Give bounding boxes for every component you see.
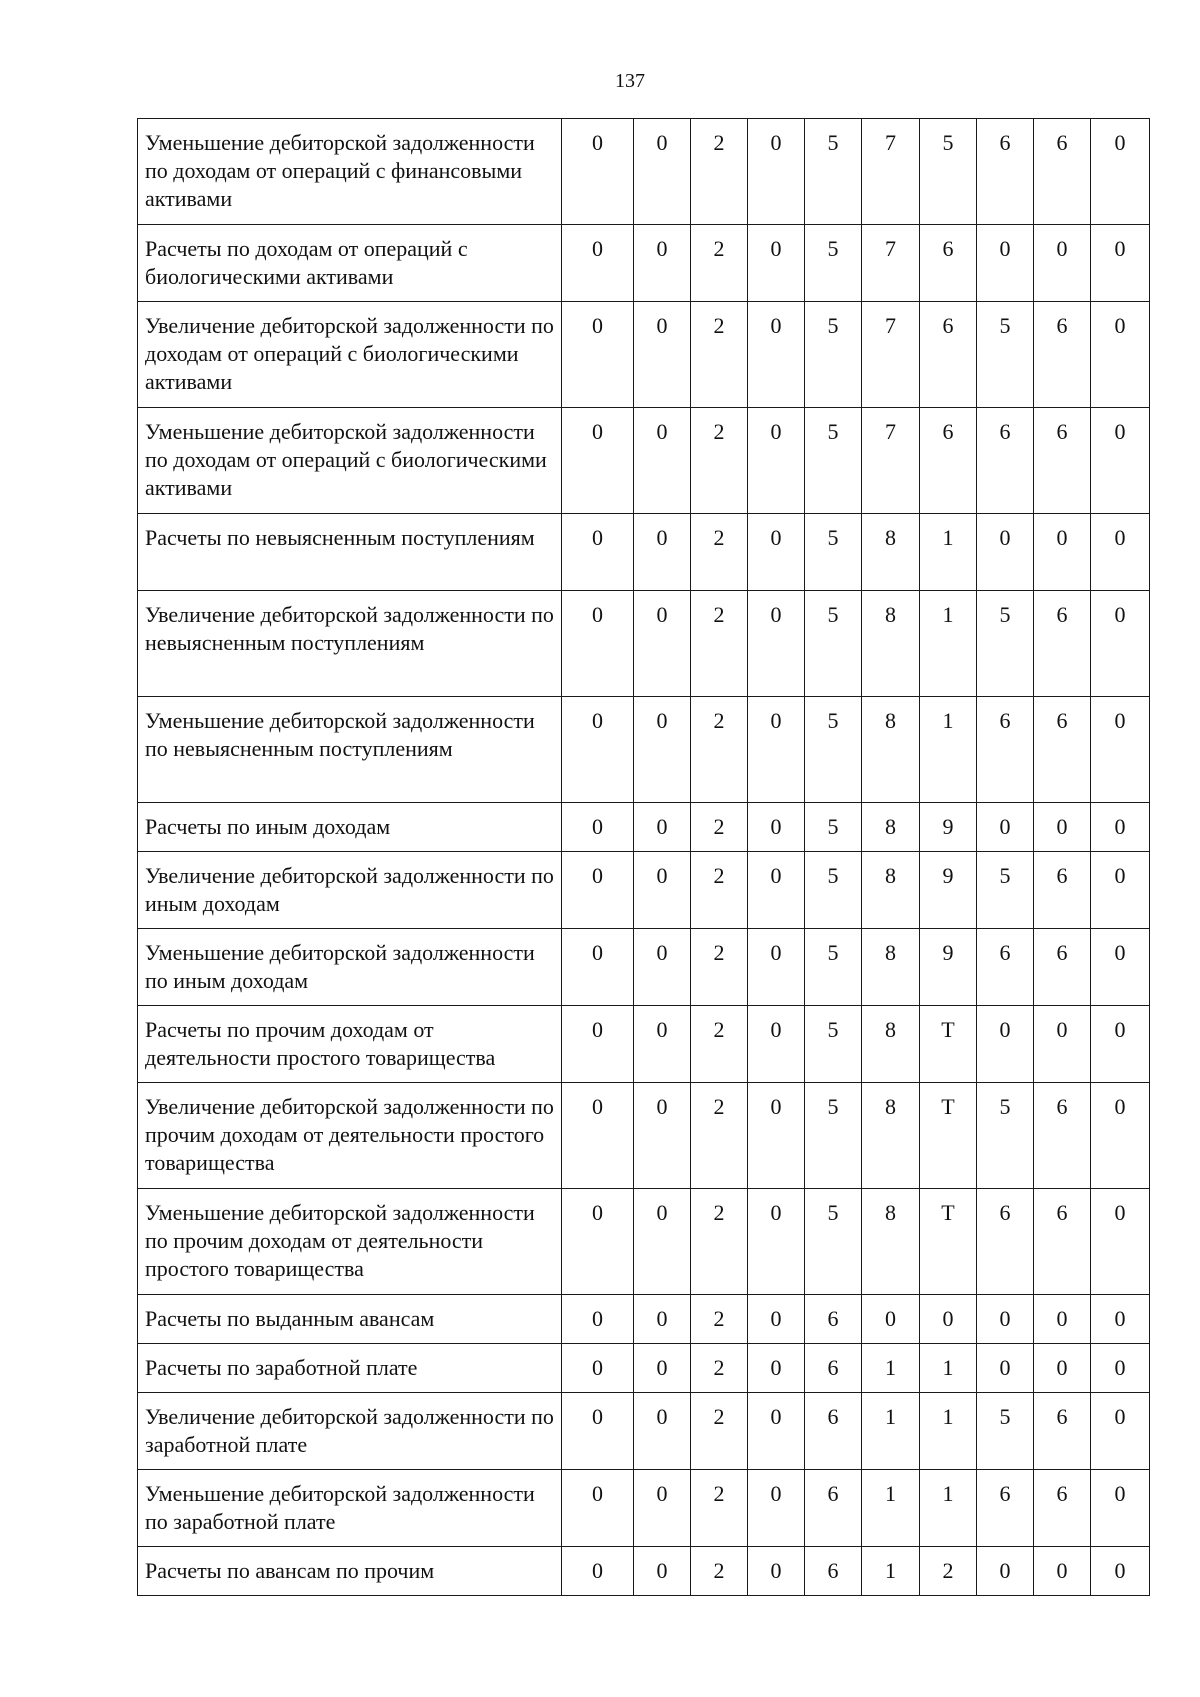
code-digit: 0 [562,1547,634,1596]
code-digit: 2 [691,119,748,225]
code-digit: 5 [920,119,977,225]
row-description: Уменьшение дебиторской задолженности по невыясненным поступлениям [138,697,562,803]
code-digit: 0 [634,1189,691,1295]
code-digit: 0 [748,929,805,1006]
code-digit: 0 [977,1295,1034,1344]
code-digit: 0 [634,225,691,302]
code-digit: 2 [691,514,748,591]
code-digit: 2 [691,697,748,803]
code-digit: 0 [1034,1344,1091,1393]
code-digit: Т [920,1006,977,1083]
code-digit: 0 [1091,929,1150,1006]
code-digit: 9 [920,803,977,852]
code-digit: 1 [862,1344,920,1393]
code-digit: 8 [862,1189,920,1295]
table-row [138,225,1150,302]
code-digit: 6 [1034,929,1091,1006]
code-digit: 8 [862,929,920,1006]
table-row [138,697,1150,803]
code-digit: Т [920,1189,977,1295]
code-digit: 6 [977,697,1034,803]
code-digit: 0 [634,1393,691,1470]
code-digit: 0 [748,1295,805,1344]
table-row [138,591,1150,697]
code-digit: 5 [977,1393,1034,1470]
code-digit: 1 [920,1393,977,1470]
code-digit: 0 [1091,119,1150,225]
code-digit: Т [920,1083,977,1189]
code-digit: 0 [634,408,691,514]
code-digit: 0 [1091,302,1150,408]
row-description: Расчеты по заработной плате [138,1344,562,1393]
code-digit: 5 [977,1083,1034,1189]
code-digit: 7 [862,408,920,514]
code-digit: 2 [691,1295,748,1344]
table-row [138,1006,1150,1083]
code-digit: 0 [562,591,634,697]
code-digit: 0 [977,1547,1034,1596]
code-digit: 8 [862,1083,920,1189]
code-digit: 6 [977,408,1034,514]
row-description: Расчеты по иным доходам [138,803,562,852]
code-digit: 0 [634,697,691,803]
code-digit: 0 [920,1295,977,1344]
code-digit: 2 [691,1083,748,1189]
code-digit: 0 [634,302,691,408]
table-row [138,1083,1150,1189]
code-digit: 0 [1091,514,1150,591]
code-digit: 8 [862,803,920,852]
code-digit: 1 [920,1470,977,1547]
code-digit: 0 [748,302,805,408]
table-row [138,1344,1150,1393]
code-digit: 5 [805,225,862,302]
code-digit: 0 [977,225,1034,302]
code-digit: 6 [1034,1393,1091,1470]
table-row [138,1470,1150,1547]
code-digit: 0 [634,929,691,1006]
code-digit: 0 [1091,1393,1150,1470]
code-digit: 0 [1091,697,1150,803]
code-digit: 8 [862,591,920,697]
code-digit: 2 [691,1547,748,1596]
code-digit: 0 [748,803,805,852]
table-row [138,408,1150,514]
code-digit: 6 [805,1393,862,1470]
table-row [138,514,1150,591]
code-digit: 6 [1034,591,1091,697]
code-digit: 1 [920,697,977,803]
table-row [138,1547,1150,1596]
account-codes-table [137,118,1150,1596]
row-description: Уменьшение дебиторской задолженности по прочим доходам от деятельности простого товарищества [138,1189,562,1295]
code-digit: 5 [805,1083,862,1189]
code-digit: 6 [1034,697,1091,803]
code-digit: 0 [1034,803,1091,852]
row-description: Расчеты по выданным авансам [138,1295,562,1344]
code-digit: 0 [562,1189,634,1295]
code-digit: 9 [920,852,977,929]
code-digit: 0 [562,119,634,225]
code-digit: 6 [977,1470,1034,1547]
code-digit: 6 [920,408,977,514]
code-digit: 7 [862,119,920,225]
row-description: Увеличение дебиторской задолженности по невыясненным поступлениям [138,591,562,697]
code-digit: 2 [691,591,748,697]
row-description: Расчеты по прочим доходам от деятельности простого товарищества [138,1006,562,1083]
code-digit: 8 [862,852,920,929]
code-digit: 0 [977,1006,1034,1083]
code-digit: 0 [748,697,805,803]
code-digit: 2 [691,302,748,408]
code-digit: 5 [977,852,1034,929]
table-row [138,803,1150,852]
code-digit: 6 [920,302,977,408]
code-digit: 0 [977,514,1034,591]
code-digit: 6 [1034,1083,1091,1189]
code-digit: 6 [1034,119,1091,225]
code-digit: 0 [1091,852,1150,929]
code-digit: 0 [748,1547,805,1596]
code-digit: 0 [1091,1470,1150,1547]
code-digit: 1 [862,1470,920,1547]
code-digit: 0 [1091,803,1150,852]
code-digit: 0 [634,591,691,697]
table-body [138,119,1150,1596]
row-description: Расчеты по авансам по прочим [138,1547,562,1596]
code-digit: 0 [634,119,691,225]
code-digit: 5 [977,302,1034,408]
code-digit: 6 [1034,1189,1091,1295]
code-digit: 2 [691,1344,748,1393]
code-digit: 0 [1091,1006,1150,1083]
code-digit: 0 [1034,225,1091,302]
code-digit: 1 [862,1393,920,1470]
code-digit: 7 [862,225,920,302]
code-digit: 0 [562,225,634,302]
row-description: Расчеты по невыясненным поступлениям [138,514,562,591]
code-digit: 0 [562,803,634,852]
code-digit: 5 [805,302,862,408]
code-digit: 2 [691,1470,748,1547]
code-digit: 0 [634,1083,691,1189]
code-digit: 5 [805,697,862,803]
code-digit: 0 [748,514,805,591]
code-digit: 0 [1091,1189,1150,1295]
code-digit: 6 [1034,852,1091,929]
code-digit: 2 [920,1547,977,1596]
code-digit: 0 [1034,514,1091,591]
code-digit: 5 [805,591,862,697]
table-row [138,929,1150,1006]
code-digit: 0 [1034,1547,1091,1596]
code-digit: 5 [977,591,1034,697]
code-digit: 6 [977,1189,1034,1295]
code-digit: 0 [748,1393,805,1470]
code-digit: 5 [805,803,862,852]
table-row [138,852,1150,929]
code-digit: 1 [862,1547,920,1596]
code-digit: 0 [1091,408,1150,514]
row-description: Уменьшение дебиторской задолженности по доходам от операций с финансовыми активами [138,119,562,225]
code-digit: 0 [1091,1344,1150,1393]
code-digit: 0 [977,803,1034,852]
row-description: Увеличение дебиторской задолженности по прочим доходам от деятельности простого товарищества [138,1083,562,1189]
row-description: Уменьшение дебиторской задолженности по иным доходам [138,929,562,1006]
code-digit: 2 [691,1189,748,1295]
code-digit: 0 [634,514,691,591]
code-digit: 0 [562,1006,634,1083]
code-digit: 0 [634,803,691,852]
code-digit: 0 [562,1295,634,1344]
code-digit: 0 [634,1006,691,1083]
page-number: 137 [615,70,645,92]
code-digit: 0 [562,1344,634,1393]
code-digit: 5 [805,929,862,1006]
code-digit: 0 [748,1344,805,1393]
code-digit: 2 [691,1393,748,1470]
code-digit: 0 [748,852,805,929]
code-digit: 2 [691,225,748,302]
code-digit: 0 [1091,1295,1150,1344]
table-row [138,119,1150,225]
code-digit: 0 [634,1295,691,1344]
code-digit: 6 [1034,1470,1091,1547]
code-digit: 2 [691,803,748,852]
code-digit: 0 [562,1470,634,1547]
code-digit: 0 [748,1083,805,1189]
row-description: Расчеты по доходам от операций с биологическими активами [138,225,562,302]
code-digit: 2 [691,408,748,514]
code-digit: 5 [805,852,862,929]
row-description: Увеличение дебиторской задолженности по иным доходам [138,852,562,929]
code-digit: 0 [1034,1295,1091,1344]
code-digit: 0 [748,119,805,225]
code-digit: 0 [562,514,634,591]
code-digit: 0 [748,408,805,514]
code-digit: 8 [862,514,920,591]
code-digit: 0 [1091,1083,1150,1189]
code-digit: 0 [748,1006,805,1083]
code-digit: 6 [920,225,977,302]
code-digit: 8 [862,1006,920,1083]
code-digit: 6 [805,1547,862,1596]
code-digit: 0 [634,1547,691,1596]
code-digit: 2 [691,929,748,1006]
code-digit: 0 [977,1344,1034,1393]
code-digit: 2 [691,1006,748,1083]
code-digit: 5 [805,119,862,225]
code-digit: 0 [748,591,805,697]
code-digit: 0 [562,929,634,1006]
code-digit: 6 [805,1295,862,1344]
row-description: Увеличение дебиторской задолженности по заработной плате [138,1393,562,1470]
code-digit: 0 [562,697,634,803]
table-row [138,1189,1150,1295]
code-digit: 0 [748,225,805,302]
code-digit: 0 [862,1295,920,1344]
code-digit: 0 [562,408,634,514]
code-digit: 6 [1034,302,1091,408]
code-digit: 8 [862,697,920,803]
code-digit: 6 [977,119,1034,225]
code-digit: 0 [562,1393,634,1470]
code-digit: 0 [1091,1547,1150,1596]
table-row [138,1295,1150,1344]
code-digit: 0 [634,1344,691,1393]
code-digit: 2 [691,852,748,929]
code-digit: 6 [1034,408,1091,514]
table-row [138,1393,1150,1470]
code-digit: 0 [634,1470,691,1547]
row-description: Увеличение дебиторской задолженности по доходам от операций с биологическими активами [138,302,562,408]
code-digit: 0 [1034,1006,1091,1083]
code-digit: 1 [920,1344,977,1393]
code-digit: 5 [805,408,862,514]
code-digit: 0 [1091,591,1150,697]
code-digit: 0 [562,852,634,929]
code-digit: 9 [920,929,977,1006]
row-description: Уменьшение дебиторской задолженности по доходам от операций с биологическими активами [138,408,562,514]
code-digit: 6 [805,1470,862,1547]
code-digit: 5 [805,1006,862,1083]
code-digit: 7 [862,302,920,408]
code-digit: 1 [920,514,977,591]
code-digit: 6 [977,929,1034,1006]
code-digit: 0 [562,302,634,408]
table-row [138,302,1150,408]
code-digit: 5 [805,514,862,591]
code-digit: 0 [748,1189,805,1295]
code-digit: 0 [634,852,691,929]
code-digit: 0 [562,1083,634,1189]
row-description: Уменьшение дебиторской задолженности по заработной плате [138,1470,562,1547]
code-digit: 5 [805,1189,862,1295]
code-digit: 1 [920,591,977,697]
code-digit: 6 [805,1344,862,1393]
code-digit: 0 [748,1470,805,1547]
code-digit: 0 [1091,225,1150,302]
